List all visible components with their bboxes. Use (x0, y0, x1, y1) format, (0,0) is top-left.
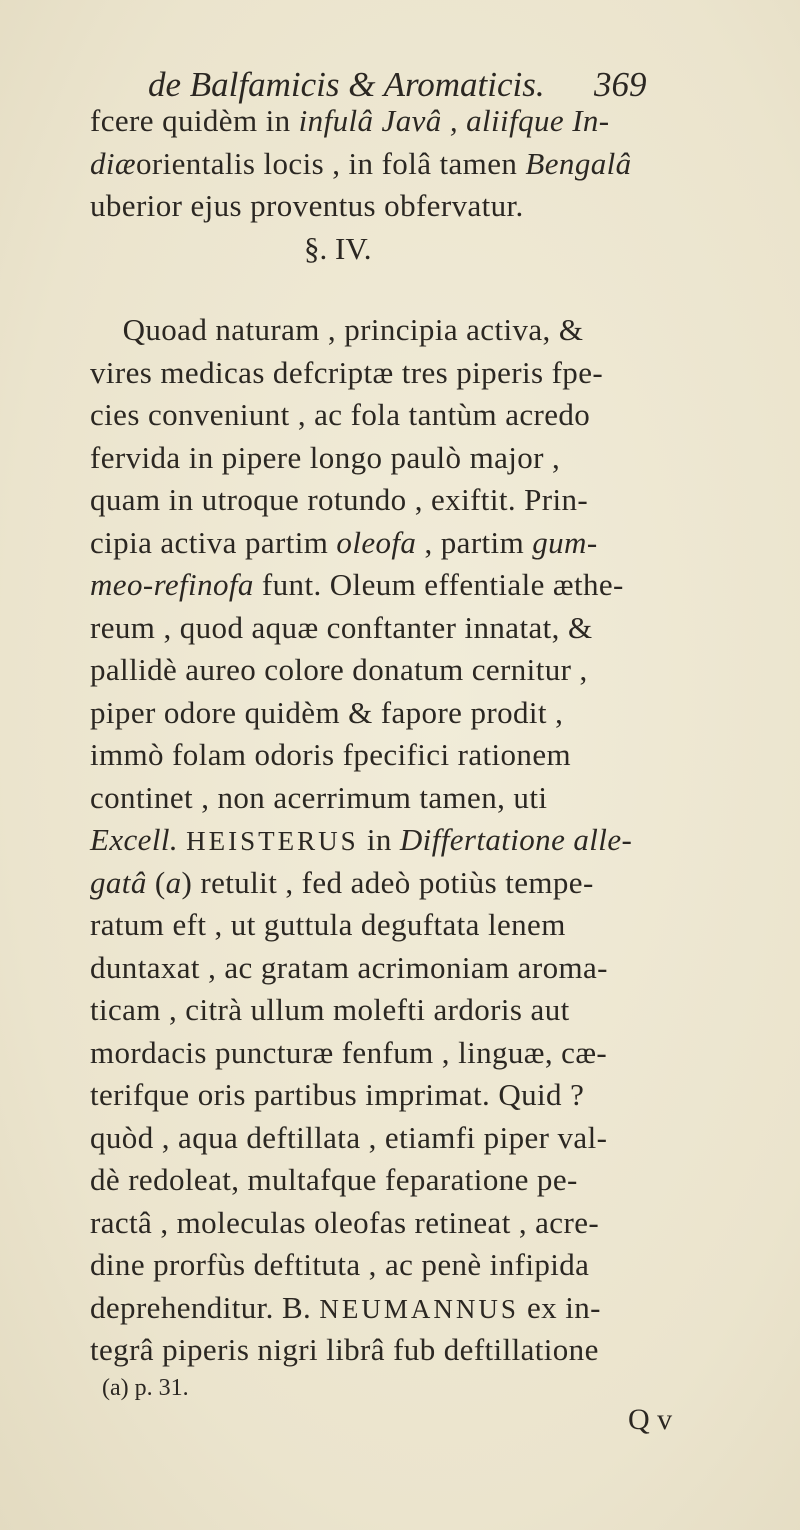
text-run: ) retulit , fed adeò potiùs tempe- (181, 864, 594, 900)
text-line (90, 777, 710, 820)
italic-run: Bengalâ (525, 145, 632, 181)
text-line (90, 1244, 710, 1287)
text-line (90, 1202, 710, 1245)
text-run: in (358, 822, 400, 857)
text-line (90, 437, 710, 480)
page-number: 369 (594, 65, 647, 104)
italic-run: meo-refinofa (90, 567, 254, 602)
text-run: quam in utroque rotundo , exiftit. Prin- (90, 482, 589, 517)
text-line (90, 564, 710, 607)
text-line (90, 143, 690, 186)
text-run: fcere quidèm in (90, 103, 299, 138)
text-run: quòd , aqua deftillata , etiamfi piper val- (90, 1119, 608, 1155)
text-run: , partim (416, 524, 533, 560)
text-run: immò folam odoris fpecifici rationem (90, 737, 571, 772)
text-line (90, 394, 710, 437)
text-line (90, 1032, 710, 1075)
text-run: reum , quod aquæ conftanter innatat, & (90, 609, 593, 645)
italic-run: a (165, 864, 182, 900)
text-run: Quoad naturam , principia activa, & (90, 312, 584, 347)
text-line (90, 649, 710, 692)
text-run: vires medicas defcriptæ tres piperis fpe- (90, 354, 604, 390)
text-run: tegrâ piperis nigri librâ fub deftillatione (90, 1332, 599, 1367)
text-line (90, 1159, 710, 1202)
text-line (90, 819, 710, 862)
text-line (90, 734, 710, 777)
italic-run: Differtatione alle- (399, 822, 633, 857)
name-run: HEISTERUS (186, 826, 359, 856)
italic-run: diæ (90, 145, 136, 181)
text-run: piper odore quidèm & fapore prodit , (90, 694, 564, 730)
text-run: continet , non acerrimum tamen, uti (90, 779, 548, 815)
text-run: ( (146, 864, 166, 900)
text-line (90, 185, 690, 228)
text-line (90, 100, 690, 143)
text-line (90, 1287, 710, 1330)
text-run: pallidè aureo colore donatum cernitur , (90, 652, 588, 687)
text-run: uberior ejus proventus obfervatur. (90, 188, 524, 223)
text-line (90, 904, 710, 947)
main-paragraph (90, 309, 710, 1372)
italic-run: oleofa (336, 524, 417, 560)
text-run: ractâ , moleculas oleofas retineat , acre- (90, 1204, 600, 1240)
text-run: orientalis locis , in folâ tamen (136, 145, 526, 181)
text-line (90, 1329, 710, 1372)
text-run: cies conveniunt , ac fola tantùm acredo (90, 397, 591, 432)
text-line (90, 989, 710, 1032)
italic-run: gatâ (90, 864, 147, 900)
text-run: fervida in pipere longo paulò major , (90, 439, 561, 475)
text-run: funt. Oleum effentiale æthe- (253, 567, 624, 602)
text-line (90, 522, 710, 565)
running-title: de Balfamicis & Aromaticis. (148, 65, 545, 104)
text-run: ex in- (518, 1289, 601, 1325)
text-run: duntaxat , ac gratam acrimoniam aroma- (90, 949, 608, 985)
text-line (90, 607, 710, 650)
italic-run: infulâ Javâ , aliifque In- (298, 103, 610, 138)
text-line (90, 1074, 710, 1117)
section-heading: §. IV. (304, 231, 372, 266)
text-line (90, 1117, 710, 1160)
italic-run: Excell. (90, 822, 178, 857)
text-run: dine prorfùs deftituta , ac penè infipida (90, 1247, 590, 1282)
text-run: cipia activa partim (90, 524, 337, 560)
text-line (90, 862, 710, 905)
text-run: deprehenditur. B. (90, 1289, 320, 1325)
footnote: (a) p. 31. (102, 1375, 189, 1401)
text-run (178, 822, 186, 857)
text-line (90, 309, 710, 352)
opening-paragraph (90, 100, 690, 228)
text-line (90, 692, 710, 735)
signature-mark: Q v (628, 1403, 673, 1436)
text-run: ticam , citrà ullum molefti ardoris aut (90, 992, 570, 1027)
text-line (90, 479, 710, 522)
text-run: ratum eft , ut guttula deguftata lenem (90, 907, 566, 942)
italic-run: gum- (532, 524, 598, 560)
text-run: terifque oris partibus imprimat. Quid ? (90, 1077, 585, 1112)
name-run: NEUMANNUS (319, 1293, 519, 1324)
text-line (90, 352, 710, 395)
text-run: mordacis puncturæ fenfum , linguæ, cæ- (90, 1034, 608, 1070)
text-line (90, 947, 710, 990)
text-run: dè redoleat, multafque feparatione pe- (90, 1162, 578, 1197)
